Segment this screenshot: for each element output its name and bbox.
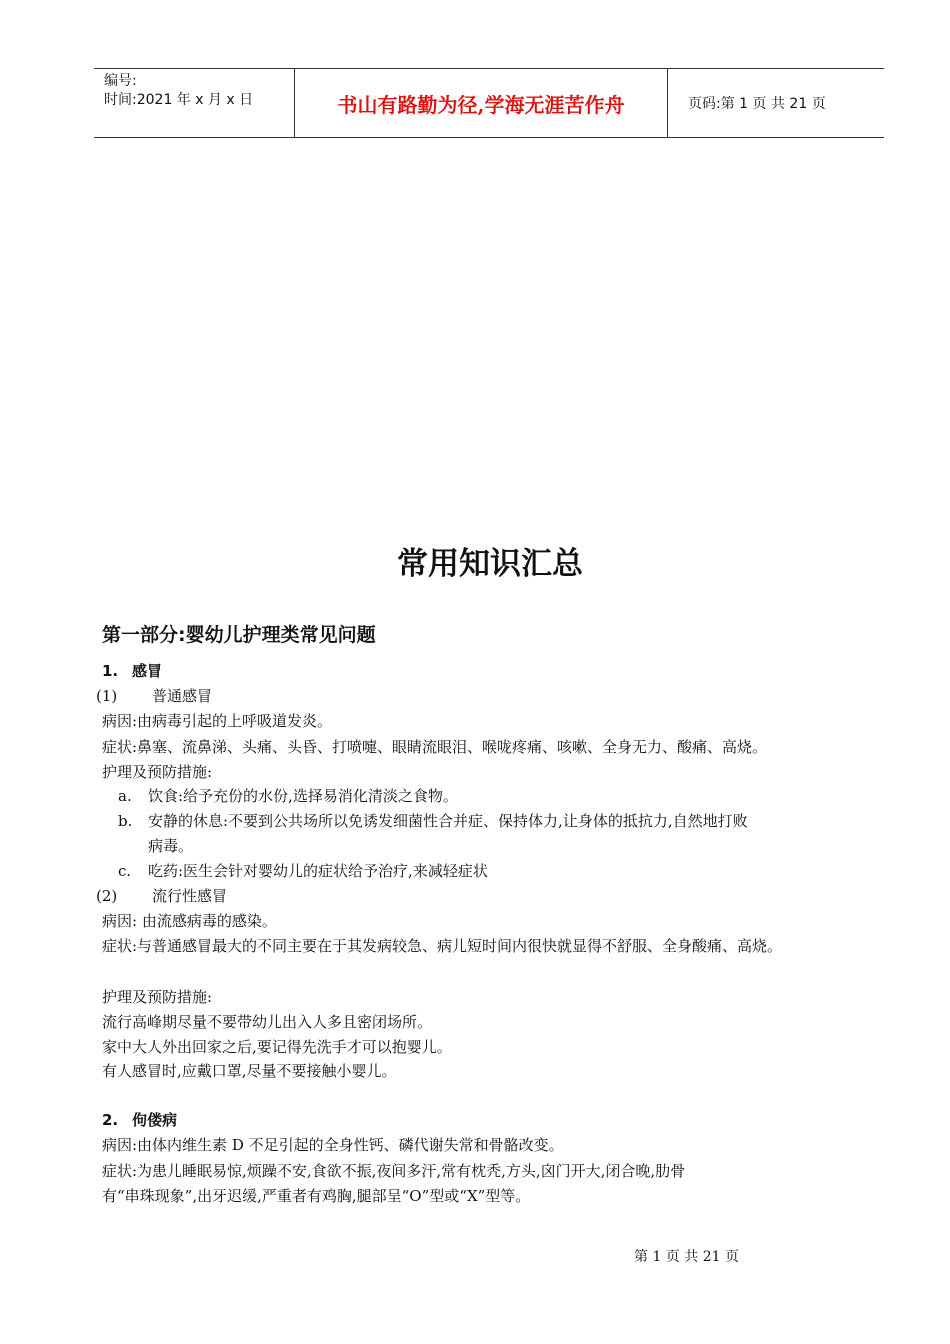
sub2-care-line: 有人感冒时,应戴口罩,尽量不要接触小婴儿。: [102, 1062, 397, 1080]
care-item-text: 吃药:医生会针对婴幼儿的症状给予治疗,来减轻症状: [148, 862, 488, 880]
sub2-heading: [96, 886, 227, 906]
sub2-label: (2): [96, 887, 118, 905]
sub2-care-heading: 护理及预防措施:: [102, 988, 213, 1006]
care-item-c: [118, 861, 488, 881]
care-item-text: 饮食:给予充份的水份,选择易消化清淡之食物。: [148, 787, 458, 805]
section2-cause: 病因:由体内维生素 D 不足引起的全身性钙、磷代谢失常和骨骼改变。: [102, 1136, 564, 1154]
document-header: [94, 68, 884, 138]
sub1-title: 普通感冒: [152, 687, 213, 705]
sub2-symptom: 症状:与普通感冒最大的不同主要在于其发病较急、病儿短时间内很快就显得不舒服、全身酸痛、高烧。: [102, 937, 783, 955]
sub2-care-line: 家中大人外出回家之后,要记得先洗手才可以抱婴儿。: [102, 1038, 452, 1056]
number-label: 编号:: [104, 73, 137, 89]
section2-symptom-line2: 有“串珠现象”,出牙迟缓,严重者有鸡胸,腿部呈“O”型或“X”型等。: [102, 1187, 531, 1205]
sub1-symptom: 症状:鼻塞、流鼻涕、头痛、头昏、打喷嚏、眼睛流眼泪、喉咙疼痛、咳嗽、全身无力、酸痛、高烧。: [102, 738, 768, 756]
sub1-cause: 病因:由病毒引起的上呼吸道发炎。: [102, 712, 333, 730]
page-info-text: 页码:第 1 页 共 21 页: [688, 96, 826, 112]
sub1-care-heading: 护理及预防措施:: [102, 763, 213, 781]
section1-heading: [102, 661, 162, 681]
care-item-marker: a.: [118, 787, 132, 805]
section2-number: 2.: [102, 1111, 119, 1129]
care-item-text: 安静的休息:不要到公共场所以免诱发细菌性合并症、保持体力,让身体的抵抗力,自然地打败: [148, 812, 748, 830]
header-page-info: [678, 69, 878, 137]
sub1-heading: [96, 686, 212, 706]
section1-number: 1.: [102, 662, 119, 680]
section2-heading: [102, 1110, 177, 1130]
section1-title: 感冒: [132, 662, 163, 680]
sub1-label: (1): [96, 687, 118, 705]
section2-symptom-line1: 症状:为患儿睡眠易惊,烦躁不安,食欲不振,夜间多汗,常有枕秃,方头,囟门开大,闭合晚,肋骨: [102, 1162, 686, 1180]
header-meta-cell: [94, 69, 295, 137]
care-item-a: [118, 786, 458, 806]
header-motto: 书山有路勤为径,学海无涯苦作舟: [295, 69, 668, 137]
page-footer: 第 1 页 共 21 页: [634, 1249, 739, 1265]
section2-title: 佝偻病: [132, 1111, 178, 1129]
sub2-title: 流行性感冒: [152, 887, 228, 905]
document-title: 常用知识汇总: [397, 546, 583, 582]
care-item-marker: b.: [118, 812, 133, 830]
care-item-b: [118, 811, 748, 831]
care-item-marker: c.: [118, 862, 132, 880]
time-label: 时间:2021 年 x 月 x 日: [104, 92, 254, 108]
care-item-b-continued: 病毒。: [148, 837, 194, 855]
sub2-care-line: 流行高峰期尽量不要带幼儿出入人多且密闭场所。: [102, 1013, 433, 1031]
part1-heading: 第一部分:婴幼儿护理类常见问题: [102, 624, 376, 646]
sub2-cause: 病因: 由流感病毒的感染。: [102, 912, 277, 930]
